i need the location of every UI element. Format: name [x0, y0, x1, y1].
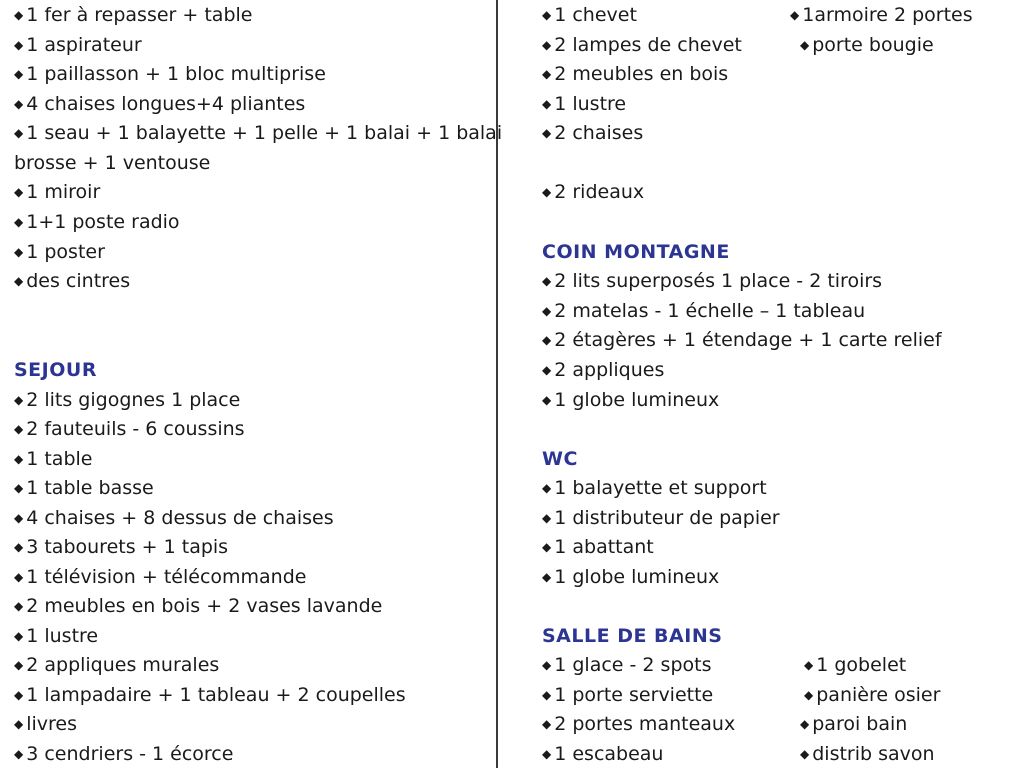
- bullet-icon: ◆: [790, 8, 800, 22]
- bullet-icon: ◆: [14, 8, 24, 22]
- bullet-icon: ◆: [542, 274, 552, 288]
- list-item: ◆ 1 abattant: [542, 536, 654, 558]
- bullet-icon: ◆: [14, 38, 24, 52]
- list-item: ◆ 1 glace - 2 spots: [542, 654, 712, 676]
- section-heading-salle-de-bains: SALLE DE BAINS: [542, 625, 723, 647]
- list-item: ◆ 1 balayette et support: [542, 477, 767, 499]
- list-item: ◆ 1 globe lumineux: [542, 389, 720, 411]
- bullet-icon: ◆: [14, 185, 24, 199]
- list-item: ◆ 1 poster: [14, 241, 105, 263]
- bullet-icon: ◆: [14, 658, 24, 672]
- bullet-icon: ◆: [14, 452, 24, 466]
- list-item: ◆ 2 matelas - 1 échelle – 1 tableau: [542, 300, 866, 322]
- bullet-icon: ◆: [542, 97, 552, 111]
- bullet-icon: ◆: [14, 599, 24, 613]
- bullet-icon: ◆: [542, 67, 552, 81]
- list-item: ◆ 2 lits superposés 1 place - 2 tiroirs: [542, 270, 883, 292]
- bullet-icon: ◆: [542, 363, 552, 377]
- bullet-icon: ◆: [14, 126, 24, 140]
- list-item: ◆ 1 paillasson + 1 bloc multiprise: [14, 63, 326, 85]
- list-item: ◆ 1 porte serviette: [542, 684, 714, 706]
- list-item: ◆ 1 aspirateur: [14, 34, 142, 56]
- bullet-icon: ◆: [800, 717, 810, 731]
- list-item: ◆ 1 fer à repasser + table: [14, 4, 253, 26]
- list-item: ◆ 1 miroir: [14, 181, 101, 203]
- list-item: ◆ 2 rideaux: [542, 181, 645, 203]
- list-item: ◆ 1 gobelet: [804, 654, 907, 676]
- bullet-icon: ◆: [542, 717, 552, 731]
- list-item: ◆ 3 cendriers - 1 écorce: [14, 743, 234, 765]
- bullet-icon: ◆: [542, 333, 552, 347]
- list-item: ◆ 2 lampes de chevet: [542, 34, 742, 56]
- list-item: ◆ 1 chevet: [542, 4, 637, 26]
- bullet-icon: ◆: [14, 215, 24, 229]
- bullet-icon: ◆: [542, 126, 552, 140]
- bullet-icon: ◆: [542, 570, 552, 584]
- list-item: ◆ 2 meubles en bois + 2 vases lavande: [14, 595, 383, 617]
- list-item-continuation: brosse + 1 ventouse: [14, 152, 211, 174]
- bullet-icon: ◆: [542, 658, 552, 672]
- list-item: ◆ 2 étagères + 1 étendage + 1 carte relief: [542, 329, 942, 351]
- bullet-icon: ◆: [14, 481, 24, 495]
- list-item: ◆ distrib savon: [800, 743, 935, 765]
- list-item: ◆ 1 distributeur de papier: [542, 507, 780, 529]
- bullet-icon: ◆: [14, 570, 24, 584]
- list-item: ◆ 2 fauteuils - 6 coussins: [14, 418, 245, 440]
- list-item: ◆ 1armoire 2 portes: [790, 4, 973, 26]
- bullet-icon: ◆: [14, 67, 24, 81]
- list-item: ◆ 2 portes manteaux: [542, 713, 736, 735]
- list-item: ◆ 2 chaises: [542, 122, 644, 144]
- list-item: ◆ 2 meubles en bois: [542, 63, 729, 85]
- list-item: ◆ livres: [14, 713, 78, 735]
- list-item: ◆ 1 télévision + télécommande: [14, 566, 307, 588]
- bullet-icon: ◆: [542, 393, 552, 407]
- column-divider: [496, 0, 498, 768]
- bullet-icon: ◆: [14, 717, 24, 731]
- bullet-icon: ◆: [14, 274, 24, 288]
- bullet-icon: ◆: [14, 393, 24, 407]
- list-item: ◆ 1 lustre: [542, 93, 627, 115]
- bullet-icon: ◆: [542, 304, 552, 318]
- bullet-icon: ◆: [14, 540, 24, 554]
- bullet-icon: ◆: [804, 688, 814, 702]
- section-heading-wc: WC: [542, 448, 578, 470]
- list-item: ◆ 1+1 poste radio: [14, 211, 180, 233]
- bullet-icon: ◆: [542, 688, 552, 702]
- bullet-icon: ◆: [14, 245, 24, 259]
- bullet-icon: ◆: [14, 688, 24, 702]
- list-item: ◆ 1 lampadaire + 1 tableau + 2 coupelles: [14, 684, 406, 706]
- list-item: ◆ 1 table basse: [14, 477, 154, 499]
- bullet-icon: ◆: [14, 747, 24, 761]
- bullet-icon: ◆: [542, 481, 552, 495]
- list-item: ◆ 2 appliques: [542, 359, 665, 381]
- list-item: ◆ 2 appliques murales: [14, 654, 220, 676]
- list-item: ◆ 1 seau + 1 balayette + 1 pelle + 1 balai + 1 balai: [14, 122, 503, 144]
- bullet-icon: ◆: [542, 38, 552, 52]
- list-item: ◆ 1 table: [14, 448, 93, 470]
- bullet-icon: ◆: [542, 185, 552, 199]
- bullet-icon: ◆: [804, 658, 814, 672]
- list-item: ◆ paroi bain: [800, 713, 908, 735]
- list-item: ◆ 2 lits gigognes 1 place: [14, 389, 241, 411]
- list-item: ◆ porte bougie: [800, 34, 934, 56]
- bullet-icon: ◆: [14, 97, 24, 111]
- bullet-icon: ◆: [800, 747, 810, 761]
- section-heading-sejour: SEJOUR: [14, 359, 97, 381]
- bullet-icon: ◆: [14, 422, 24, 436]
- list-item: ◆ panière osier: [804, 684, 941, 706]
- bullet-icon: ◆: [800, 38, 810, 52]
- list-item: ◆ 1 globe lumineux: [542, 566, 720, 588]
- bullet-icon: ◆: [14, 629, 24, 643]
- list-item: ◆ des cintres: [14, 270, 131, 292]
- bullet-icon: ◆: [542, 747, 552, 761]
- bullet-icon: ◆: [14, 511, 24, 525]
- list-item: ◆ 1 escabeau: [542, 743, 664, 765]
- bullet-icon: ◆: [542, 8, 552, 22]
- section-heading-coin-montagne: COIN MONTAGNE: [542, 241, 730, 263]
- list-item: ◆ 3 tabourets + 1 tapis: [14, 536, 229, 558]
- list-item: ◆ 1 lustre: [14, 625, 99, 647]
- bullet-icon: ◆: [542, 511, 552, 525]
- list-item: ◆ 4 chaises + 8 dessus de chaises: [14, 507, 334, 529]
- list-item: ◆ 4 chaises longues+4 pliantes: [14, 93, 306, 115]
- bullet-icon: ◆: [542, 540, 552, 554]
